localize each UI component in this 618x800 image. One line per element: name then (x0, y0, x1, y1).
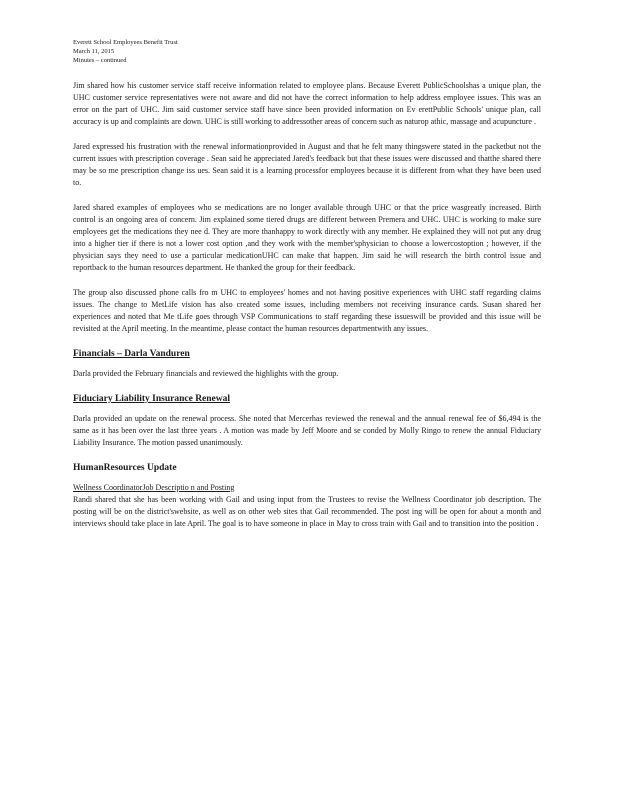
header-date: March 11, 2015 (73, 48, 115, 55)
header-continued: Minutes – continued (73, 57, 127, 64)
paragraph-renewal-frustration: Jared expressed his frustration with the renewal informationprovided in August and that he felt many thingswere stated in the packetbut not the current issues with prescription coverage . Sean said he appreciated Jared's feedback but that these issues were discussed and thatthe shared there may be so me prescription change iss ues. Sean said it is a learning processfor employees because it is different from what they have been used to. (73, 142, 541, 187)
paragraph-phone-calls: The group also discussed phone calls fro m UHC to employees' homes and not having positive experiences with UHC staff regarding claims issues. The change to MetLife vision has also created some issues, including members not receiving insurance cards. Susan shared her experiences and noted that Me tLife goes through VSP Communications to staff regarding these issueswill be provided and this issue will be revisited at the April meeting. In the meantime, please contact the human resources departmentwith any issues. (73, 288, 541, 333)
paragraph-medications: Jared shared examples of employees who se medications are no longer available through UHC or that the price wasgreatly increased. Birth control is an ongoing area of concern. Jim explained some tiered drugs are different between Premera and UHC. UHC is working to make sure employees get the medications they nee d. They are more thanhappy to work directly with any member. He explained they will not put any drug into a higher tier if there is not a lower cost option ,and they work with the member'sphysician to choose a lowercostoption ; however, if the physician says they need to use a particular medicationUHC can make that happen. Jim said he will research the birth control issue and reportback to the human resources department. He thanked the group for their feedback. (73, 203, 541, 272)
paragraph-uhc-customer-service: Jim shared how his customer service staff receive information related to employee plans. Because Everett PublicSchoolshas a unique plan, the UHC customer service representatives were not aware and did not have the correct information to help address employee issues. This was an error on the part of UHC. Jim said customer service staff have since been provided information on Ev erettPublic Schools' unique plan, call accuracy is up and complaints are down. UHC is still working to addressother areas of concern such as naturop athic, massage and acupuncture . (73, 81, 541, 126)
financials-text: Darla provided the February financials and reviewed the highlights with the group. (73, 369, 339, 378)
hr-subheading: Wellness CoordinatorJob Descriptio n and Posting (73, 483, 235, 492)
fiduciary-heading: Fiduciary Liability Insurance Renewal (73, 394, 231, 404)
financials-heading: Financials – Darla Vanduren (73, 349, 190, 359)
document-body (73, 80, 541, 543)
fiduciary-text: Darla provided an update on the renewal process. She noted that Mercerhas reviewed the renewal and the annual renewal fee of $6,494 is the same as it has been over the last three years . A motion was made by Jeff Moore and se conded by Molly Ringo to renew the annual Fiduciary Liability Insurance. The motion passed unanimously. (73, 414, 541, 447)
hr-text: Randi shared that she has been working with Gail and using input from the Trustees to revise the Wellness Coordinator job description. The posting will be on the district'swebsite, as well as on other web sites that Gail recommended. The post ing will be open for about a month and interviews should take place in late April. The goal is to have someone in place in May to cross train with Gail and to transition into the position . (73, 495, 541, 528)
page-header (73, 38, 178, 65)
header-org: Everett School Employees Benefit Trust (73, 39, 178, 46)
hr-heading: HumanResources Update (73, 463, 177, 473)
